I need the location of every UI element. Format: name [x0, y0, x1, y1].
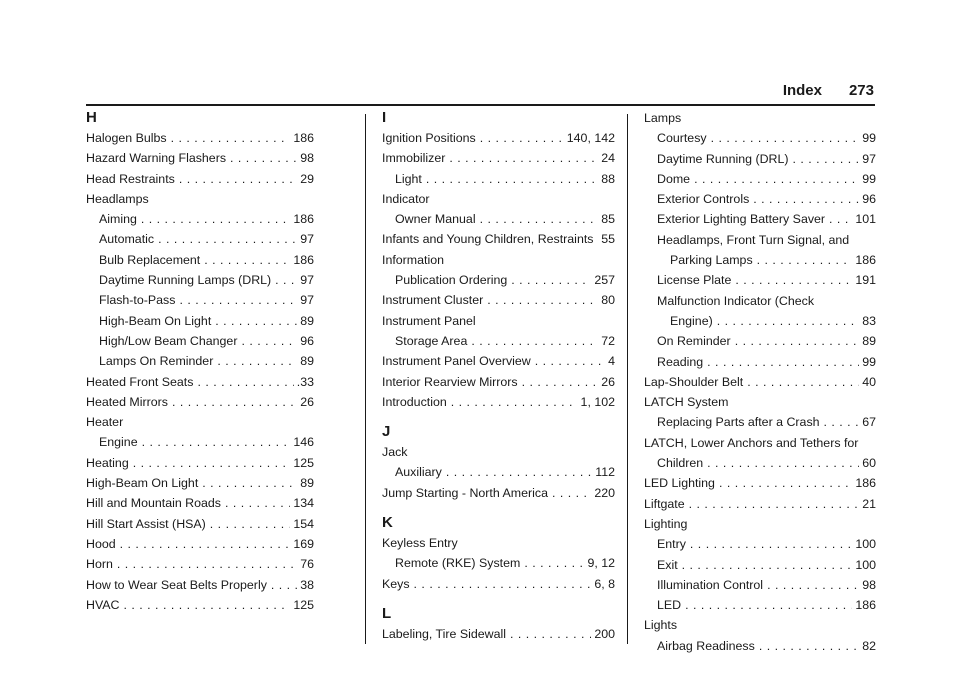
- entry-term: Keys: [382, 576, 410, 591]
- section-letter: K: [382, 514, 393, 532]
- entry-term: Bulb Replacement: [99, 252, 201, 267]
- entry-page: 186: [855, 476, 876, 491]
- entry-term: On Reminder: [657, 334, 731, 349]
- entry-page: 98: [300, 151, 314, 166]
- entry-page: 60: [862, 456, 876, 471]
- entry-term: Heater: [86, 415, 124, 430]
- index-entry: [382, 270, 615, 290]
- entry-page: 88: [601, 171, 615, 186]
- entry-term: Exterior Lighting Battery Saver: [657, 212, 826, 227]
- index-entry: [382, 148, 615, 168]
- entry-page: 97: [300, 293, 314, 308]
- entry-term: Hood: [86, 536, 116, 551]
- entry-page: 21: [862, 496, 876, 511]
- index-entries: [382, 533, 615, 594]
- dot-leader: [694, 169, 859, 189]
- entry-term: Engine: [99, 435, 138, 450]
- page-header: [0, 82, 960, 102]
- dot-leader: [535, 351, 605, 371]
- index-entry: [644, 352, 876, 372]
- dot-leader: [171, 128, 291, 148]
- entry-term: Horn: [86, 557, 113, 572]
- index-entry: [86, 595, 314, 615]
- index-entries: [644, 108, 876, 656]
- page-number: 273: [848, 82, 874, 99]
- entry-term: Engine): [670, 313, 713, 328]
- dot-leader: [711, 128, 860, 148]
- entry-term: Replacing Parts after a Crash: [657, 415, 820, 430]
- index-entry: [382, 351, 615, 371]
- entry-term: Jack: [382, 445, 408, 460]
- entry-page: 220: [594, 485, 615, 500]
- entry-term: Parking Lamps: [670, 253, 753, 268]
- dot-leader: [179, 169, 297, 189]
- dot-leader: [524, 553, 584, 573]
- entry-term: Publication Ordering: [395, 273, 508, 288]
- entry-page: 55: [601, 232, 615, 247]
- dot-leader: [133, 453, 291, 473]
- entry-term: Automatic: [99, 232, 155, 247]
- entry-term: Exterior Controls: [657, 192, 750, 207]
- dot-leader: [480, 209, 599, 229]
- dot-leader: [597, 229, 598, 249]
- index-entry: [644, 169, 876, 189]
- index-entry: [382, 311, 615, 331]
- index-entry: [86, 331, 314, 351]
- index-entry: [382, 574, 615, 594]
- entry-term: Hazard Warning Flashers: [86, 151, 227, 166]
- entry-term: Instrument Panel: [382, 313, 476, 328]
- entry-page: 26: [300, 394, 314, 409]
- entry-page: 186: [293, 212, 314, 227]
- entry-term: HVAC: [86, 597, 120, 612]
- index-entry: [86, 250, 314, 270]
- entry-term: Reading: [657, 354, 704, 369]
- entry-term: Auxiliary: [395, 465, 442, 480]
- entry-page: 257: [594, 273, 615, 288]
- dot-leader: [682, 555, 853, 575]
- dot-leader: [759, 636, 859, 656]
- entry-page: 99: [862, 354, 876, 369]
- page-title: Index: [782, 82, 822, 99]
- index-entry: [86, 209, 314, 229]
- dot-leader: [141, 209, 290, 229]
- dot-leader: [707, 352, 859, 372]
- entry-term: Lamps On Reminder: [99, 354, 214, 369]
- index-entry: [86, 534, 314, 554]
- dot-leader: [449, 148, 598, 168]
- index-entry: [86, 514, 314, 534]
- dot-leader: [225, 493, 290, 513]
- dot-leader: [829, 209, 852, 229]
- entry-page: 134: [293, 496, 314, 511]
- index-entry: [382, 169, 615, 189]
- entry-term: LATCH System: [644, 395, 729, 410]
- entry-page: 101: [855, 212, 876, 227]
- dot-leader: [158, 229, 297, 249]
- entry-page: 89: [300, 313, 314, 328]
- entry-term: Indicator: [382, 191, 430, 206]
- entry-term: Keyless Entry: [382, 536, 458, 551]
- index-entry: [644, 331, 876, 351]
- index-entry: [382, 250, 615, 270]
- index-entry: [644, 555, 876, 575]
- entry-term: Exit: [657, 557, 678, 572]
- entry-term: Light: [395, 171, 422, 186]
- dot-leader: [230, 148, 297, 168]
- index-entry: [382, 553, 615, 573]
- entry-term: Malfunction Indicator (Check: [657, 293, 815, 308]
- entry-term: Introduction: [382, 394, 447, 409]
- index-entry: [382, 331, 615, 351]
- dot-leader: [522, 372, 599, 392]
- entry-term: Heated Mirrors: [86, 394, 168, 409]
- entry-page: 6, 8: [594, 576, 615, 591]
- dot-leader: [197, 372, 293, 392]
- entry-term: Halogen Bulbs: [86, 131, 167, 145]
- entry-term: Entry: [657, 537, 686, 552]
- index-entry: [382, 462, 615, 482]
- index-entry: [86, 169, 314, 189]
- index-entry: [86, 270, 314, 290]
- entry-page: 67: [862, 415, 876, 430]
- entry-page: 186: [855, 598, 876, 613]
- index-entry: [86, 412, 314, 432]
- entry-page: 186: [855, 253, 876, 268]
- index-entry: [86, 453, 314, 473]
- dot-leader: [552, 483, 591, 503]
- index-entries: [382, 442, 615, 503]
- entry-term: Airbag Readiness: [657, 638, 755, 653]
- index-entry: [644, 615, 876, 635]
- index-entry: [644, 250, 876, 270]
- index-entry: [644, 412, 876, 432]
- index-entry: [86, 473, 314, 493]
- dot-leader: [690, 534, 852, 554]
- entry-page: 96: [862, 192, 876, 207]
- index-entry: [644, 514, 876, 534]
- dot-leader: [719, 473, 852, 493]
- entry-page: 140, 142: [566, 131, 615, 145]
- section-letter: J: [382, 423, 391, 441]
- index-entry: [382, 442, 615, 462]
- dot-leader: [689, 494, 860, 514]
- entry-term: Storage Area: [395, 333, 468, 348]
- index-entry: [382, 624, 615, 644]
- index-entry: [644, 230, 876, 250]
- index-entry: [644, 636, 876, 656]
- index-entries: [382, 128, 615, 412]
- entry-term: License Plate: [657, 273, 732, 288]
- entry-page: 154: [293, 516, 314, 531]
- index-entry: [644, 270, 876, 290]
- index-entry: [644, 291, 876, 311]
- entry-term: Flash-to-Pass: [99, 293, 176, 308]
- dot-leader: [511, 270, 591, 290]
- index-entry: [644, 534, 876, 554]
- index-entry: [382, 483, 615, 503]
- index-entry: [644, 128, 876, 148]
- entry-page: 100: [855, 537, 876, 552]
- index-entry: [644, 189, 876, 209]
- index-entry: [382, 229, 615, 249]
- entry-term: Lights: [644, 618, 678, 633]
- index-entry: [382, 128, 615, 148]
- entry-term: Ignition Positions: [382, 131, 476, 145]
- entry-term: Immobilizer: [382, 151, 446, 166]
- entry-term: Labeling, Tire Sidewall: [382, 626, 506, 641]
- dot-leader: [487, 290, 598, 310]
- entry-term: Courtesy: [657, 131, 707, 146]
- index-entry: [86, 493, 314, 513]
- dot-leader: [172, 392, 297, 412]
- entry-term: High-Beam On Light: [86, 476, 199, 491]
- dot-leader: [480, 128, 564, 148]
- entry-term: High-Beam On Light: [99, 313, 212, 328]
- dot-leader: [451, 392, 578, 412]
- column-divider: [365, 114, 366, 644]
- dot-leader: [426, 169, 598, 189]
- entry-page: 38: [300, 577, 314, 592]
- header-rule: [86, 104, 875, 106]
- dot-leader: [210, 514, 291, 534]
- dot-leader: [117, 554, 297, 574]
- section-letter: I: [382, 109, 387, 126]
- entry-page: 98: [862, 577, 876, 592]
- index-entry: [644, 392, 876, 412]
- index-entry: [86, 311, 314, 331]
- dot-leader: [685, 595, 852, 615]
- index-column-2: [382, 108, 615, 644]
- entry-page: 26: [601, 374, 615, 389]
- entry-page: 89: [300, 476, 314, 491]
- dot-leader: [275, 270, 297, 290]
- entry-term: Head Restraints: [86, 171, 175, 186]
- index-entry: [382, 209, 615, 229]
- entry-term: How to Wear Seat Belts Properly: [86, 577, 267, 592]
- dot-leader: [204, 250, 290, 270]
- index-entry: [86, 432, 314, 452]
- entry-page: 146: [293, 435, 314, 450]
- dot-leader: [747, 372, 859, 392]
- entry-term: Instrument Panel Overview: [382, 354, 531, 369]
- entry-term: Aiming: [99, 212, 137, 227]
- entry-term: Headlamps: [86, 191, 149, 206]
- dot-leader: [446, 462, 592, 482]
- entry-term: Lamps: [644, 111, 682, 125]
- index-entry: [644, 149, 876, 169]
- entry-page: 186: [293, 131, 314, 145]
- index-entry: [86, 351, 314, 371]
- index-entry: [86, 575, 314, 595]
- entry-term: Daytime Running (DRL): [657, 151, 789, 166]
- dot-leader: [414, 574, 592, 594]
- dot-leader: [124, 595, 291, 615]
- dot-leader: [271, 575, 297, 595]
- entry-page: 97: [862, 151, 876, 166]
- index-entries: [382, 624, 615, 644]
- entry-term: Instrument Cluster: [382, 293, 484, 308]
- index-entry: [382, 533, 615, 553]
- entry-term: Heating: [86, 455, 129, 470]
- entry-term: Jump Starting - North America: [382, 485, 548, 500]
- entry-term: Headlamps, Front Turn Signal, and: [657, 232, 850, 247]
- dot-leader: [471, 331, 598, 351]
- dot-leader: [510, 624, 591, 644]
- entry-page: 24: [601, 151, 615, 166]
- entry-term: High/Low Beam Changer: [99, 333, 238, 348]
- entry-term: Illumination Control: [657, 577, 764, 592]
- dot-leader: [217, 351, 297, 371]
- index-entry: [644, 372, 876, 392]
- entry-page: 191: [855, 273, 876, 288]
- index-entry: [644, 311, 876, 331]
- entry-term: Information: [382, 252, 444, 267]
- section-letter: H: [86, 109, 97, 126]
- dot-leader: [717, 311, 859, 331]
- index-entry: [86, 189, 314, 209]
- entry-term: Lap-Shoulder Belt: [644, 374, 744, 389]
- entry-page: 4: [608, 354, 615, 369]
- entry-term: Hill Start Assist (HSA): [86, 516, 206, 531]
- entry-term: Daytime Running Lamps (DRL): [99, 273, 272, 288]
- entry-term: LATCH, Lower Anchors and Tethers for: [644, 435, 859, 450]
- entry-page: 99: [862, 171, 876, 186]
- index-entries: [86, 128, 314, 615]
- entry-page: 200: [594, 626, 615, 641]
- entry-term: Children: [657, 456, 704, 471]
- entry-page: 100: [855, 557, 876, 572]
- entry-page: 112: [595, 465, 615, 480]
- entry-page: 1, 102: [580, 394, 615, 409]
- entry-page: 169: [293, 536, 314, 551]
- entry-page: 89: [300, 354, 314, 369]
- dot-leader: [142, 432, 291, 452]
- index-column-1: [86, 108, 314, 615]
- index-entry: [86, 128, 314, 148]
- dot-leader: [753, 189, 859, 209]
- index-entry: [86, 229, 314, 249]
- entry-page: 83: [862, 313, 876, 328]
- section-letter: L: [382, 604, 392, 622]
- entry-term: Infants and Young Children, Restraints: [382, 232, 594, 247]
- entry-term: LED: [657, 598, 682, 613]
- index-entry: [644, 433, 876, 453]
- index-entry: [86, 372, 314, 392]
- entry-page: 97: [300, 232, 314, 247]
- index-entry: [644, 494, 876, 514]
- dot-leader: [757, 250, 853, 270]
- index-entry: [382, 290, 615, 310]
- index-entry: [382, 392, 615, 412]
- index-entry: [382, 189, 615, 209]
- entry-page: 97: [300, 273, 314, 288]
- entry-page: 29: [300, 171, 314, 186]
- entry-page: .33: [296, 374, 314, 389]
- entry-term: LED Lighting: [644, 476, 715, 491]
- index-entry: [86, 554, 314, 574]
- dot-leader: [241, 331, 297, 351]
- entry-term: Owner Manual: [395, 212, 476, 227]
- dot-leader: [735, 270, 852, 290]
- entry-page: 80: [601, 293, 615, 308]
- index-entry: [382, 372, 615, 392]
- entry-page: 40: [862, 374, 876, 389]
- index-entry: [644, 209, 876, 229]
- entry-page: 125: [293, 597, 314, 612]
- entry-term: Heated Front Seats: [86, 374, 194, 389]
- entry-term: Dome: [657, 171, 691, 186]
- index-entry: [644, 575, 876, 595]
- entry-page: 82: [862, 638, 876, 653]
- entry-page: 99: [862, 131, 876, 146]
- dot-leader: [120, 534, 291, 554]
- entry-term: Lighting: [644, 516, 688, 531]
- entry-page: 186: [293, 252, 314, 267]
- index-sections: [382, 108, 615, 644]
- entry-page: 89: [862, 334, 876, 349]
- dot-leader: [767, 575, 859, 595]
- entry-term: Remote (RKE) System: [395, 556, 521, 571]
- dot-leader: [179, 290, 297, 310]
- dot-leader: [215, 311, 297, 331]
- index-entry: [86, 290, 314, 310]
- entry-page: 9, 12: [587, 556, 615, 571]
- index-entry: [644, 108, 876, 128]
- entry-page: 72: [601, 333, 615, 348]
- column-divider: [627, 114, 628, 644]
- index-column-3: [644, 108, 876, 656]
- dot-leader: [824, 412, 860, 432]
- dot-leader: [707, 453, 859, 473]
- entry-term: Interior Rearview Mirrors: [382, 374, 518, 389]
- index-entry: [86, 148, 314, 168]
- entry-page: 85: [601, 212, 615, 227]
- index-entry: [644, 595, 876, 615]
- index-entry: [644, 473, 876, 493]
- index-entry: [644, 453, 876, 473]
- entry-term: Hill and Mountain Roads: [86, 496, 221, 511]
- dot-leader: [735, 331, 860, 351]
- dot-leader: [202, 473, 297, 493]
- entry-page: 76: [300, 557, 314, 572]
- entry-page: 125: [293, 455, 314, 470]
- entry-page: 96: [300, 333, 314, 348]
- index-entry: [86, 392, 314, 412]
- dot-leader: [793, 149, 860, 169]
- entry-term: Liftgate: [644, 496, 685, 511]
